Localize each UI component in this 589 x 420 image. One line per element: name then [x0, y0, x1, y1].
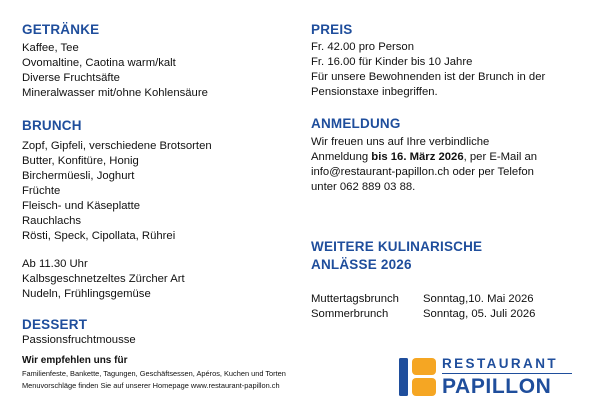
weitere-heading [311, 238, 482, 274]
list-item: Passionsfruchtmousse [22, 334, 136, 346]
anmeldung-line: unter 062 889 03 88. [311, 181, 416, 193]
recommend-text [22, 368, 286, 392]
list-item: Fleisch- und Käseplatte [22, 200, 141, 212]
logo-word-papillon: PAPILLON [442, 375, 552, 398]
dessert-list [22, 333, 136, 348]
list-item: Zopf, Gipfeli, verschiedene Brotsorten [22, 140, 212, 152]
preis-list [311, 40, 545, 100]
anmeldung-text-pre: Anmeldung [311, 151, 372, 163]
anmeldung-line [311, 150, 537, 165]
recommend-line: Familienfeste, Bankette, Tagungen, Geschäftsessen, Apéros, Kuchen und Torten [22, 369, 286, 378]
list-item: Kaffee, Tee [22, 42, 79, 54]
list-item: Kalbsgeschnetzeltes Zürcher Art [22, 273, 185, 285]
price-line: Fr. 16.00 für Kinder bis 10 Jahre [311, 56, 473, 68]
price-line: Pensionstaxe inbegriffen. [311, 86, 438, 98]
event-date: Sonntag, 05. Juli 2026 [423, 308, 536, 320]
list-item: Rösti, Speck, Cipollata, Rührei [22, 230, 176, 242]
recommend-heading: Wir empfehlen uns für [22, 355, 128, 366]
price-line: Für unsere Bewohnenden ist der Brunch in der [311, 71, 546, 83]
list-item: Rauchlachs [22, 215, 82, 227]
event-row [311, 292, 535, 307]
getraenke-list [22, 41, 208, 101]
event-name: Muttertagsbrunch [311, 293, 399, 305]
logo-word-restaurant: RESTAURANT [442, 356, 558, 371]
list-item: Diverse Fruchtsäfte [22, 72, 120, 84]
list-item: Früchte [22, 185, 61, 197]
list-item: Birchermüesli, Joghurt [22, 170, 135, 182]
anmeldung-line: info@restaurant-papillon.ch oder per Telefon [311, 166, 534, 178]
dessert-heading: DESSERT [22, 317, 88, 332]
list-item: Mineralwasser mit/ohne Kohlensäure [22, 87, 208, 99]
brunch-heading: BRUNCH [22, 118, 82, 133]
event-row [311, 307, 535, 322]
event-date: Sonntag,10. Mai 2026 [423, 293, 534, 305]
anmeldung-heading: ANMELDUNG [311, 116, 401, 131]
weitere-heading-line: ANLÄSSE 2026 [311, 257, 412, 272]
brunch-extra [22, 257, 185, 302]
anmeldung-deadline: bis 16. März 2026 [371, 151, 464, 163]
anmeldung-text [311, 135, 537, 195]
from-time: Ab 11.30 Uhr [22, 258, 88, 270]
list-item: Nudeln, Frühlingsgemüse [22, 288, 151, 300]
getraenke-heading: GETRÄNKE [22, 22, 100, 37]
restaurant-papillon-logo [399, 355, 574, 400]
anmeldung-text-post: , per E-Mail an [463, 151, 538, 163]
event-name: Sommerbrunch [311, 308, 389, 320]
price-line: Fr. 42.00 pro Person [311, 41, 414, 53]
list-item: Ovomaltine, Caotina warm/kalt [22, 57, 176, 69]
anmeldung-line: Wir freuen uns auf Ihre verbindliche [311, 136, 490, 148]
events-table [311, 292, 535, 322]
logo-divider [442, 373, 572, 374]
preis-heading: PREIS [311, 22, 353, 37]
brunch-list [22, 139, 212, 244]
papillon-logo-icon [399, 358, 439, 396]
recommend-line: Menuvorschläge finden Sie auf unserer Homepage www.restaurant-papillon.ch [22, 381, 280, 390]
weitere-heading-line: WEITERE KULINARISCHE [311, 239, 483, 254]
list-item: Butter, Konfitüre, Honig [22, 155, 139, 167]
